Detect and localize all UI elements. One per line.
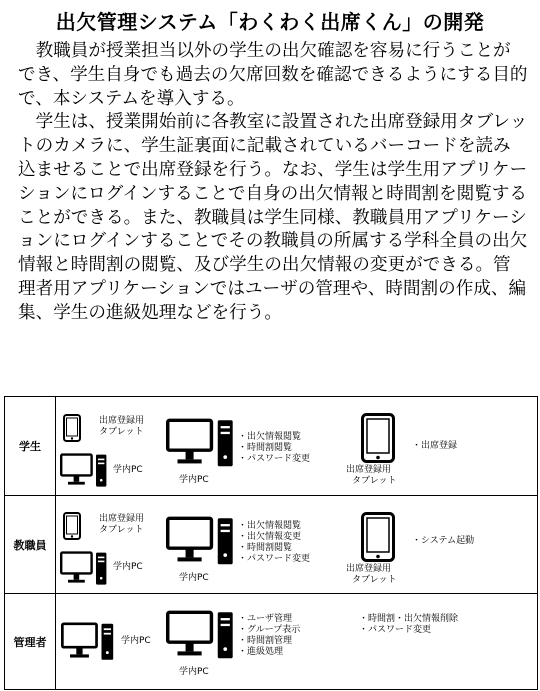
pc-function-list: ・ユーザ管理 ・グループ表示 ・時間割管理 ・進級処理 (238, 614, 301, 657)
pc-label: 学内PC (113, 562, 143, 572)
tablet-large-label: 出席登録用 タブレット (346, 564, 397, 585)
tablet-small-icon (63, 414, 81, 442)
tablet-label: 出席登録用 タブレット (99, 416, 145, 437)
row-label: 管理者 (5, 594, 56, 689)
row-label: 教職員 (5, 496, 56, 593)
pc-label: 学内PC (121, 636, 151, 646)
row-admin (5, 593, 537, 689)
pc-label: 学内PC (113, 465, 143, 475)
row-student (5, 397, 537, 495)
system-figure (4, 396, 538, 690)
tablet-large-icon (361, 512, 395, 562)
pc-large-label: 学内PC (179, 475, 209, 485)
admin-extra-function-list: ・時間割・出欠情報削除 ・パスワード変更 (359, 614, 459, 635)
pc-small-icon (61, 622, 115, 663)
pc-small-icon (60, 453, 108, 490)
tablet-large-icon (361, 413, 395, 463)
tablet-large-label: 出席登録用 タブレット (346, 465, 397, 486)
tablet-function-list: ・出席登録 (412, 441, 458, 451)
pc-large-icon (166, 516, 235, 569)
pc-small-icon (60, 551, 108, 588)
description-text (18, 40, 528, 326)
pc-large-icon (166, 610, 235, 663)
pc-large-icon (166, 418, 235, 471)
pc-large-label: 学内PC (179, 667, 209, 677)
row-staff (5, 495, 537, 593)
pc-function-list: ・出欠情報閲覧 ・出欠情報変更 ・時間割閲覧 ・パスワード変更 (238, 521, 311, 564)
pc-function-list: ・出欠情報閲覧 ・時間割閲覧 ・パスワード変更 (238, 432, 311, 464)
paragraph-purpose: 教職員が授業担当以外の学生の出欠確認を容易に行うことができ、学生自身でも過去の欠席回数を確認できるようにする目的で、本システムを導入する。 (18, 41, 528, 109)
tablet-small-icon (63, 512, 81, 540)
page-title: 出欠管理システム「わくわく出席くん」の開発 (55, 10, 485, 34)
pc-large-label: 学内PC (179, 573, 209, 583)
row-label: 学生 (5, 397, 56, 495)
paragraph-details: 学生は、授業開始前に各教室に設置された出席登録用タブレットのカメラに、学生証裏面に記載されているバーコードを読み込ませることで出席登録を行う。なお、学生は学生用アプリケーションにログインすることで自身の出欠情報と時間割を閲覧することができる。また、教職員は学生同様、教職員用アプリケーションにログインすることでその教職員の所属する学科全員の出欠情報と時間割の閲覧、及び学生の出欠情報の変更ができる。管理者用アプリケーションではユーザの管理や、時間割の作成、編集、学生の進級処理などを行う。 (18, 112, 528, 323)
tablet-function-list: ・システム起動 (412, 536, 475, 546)
tablet-label: 出席登録用 タブレット (99, 514, 145, 535)
